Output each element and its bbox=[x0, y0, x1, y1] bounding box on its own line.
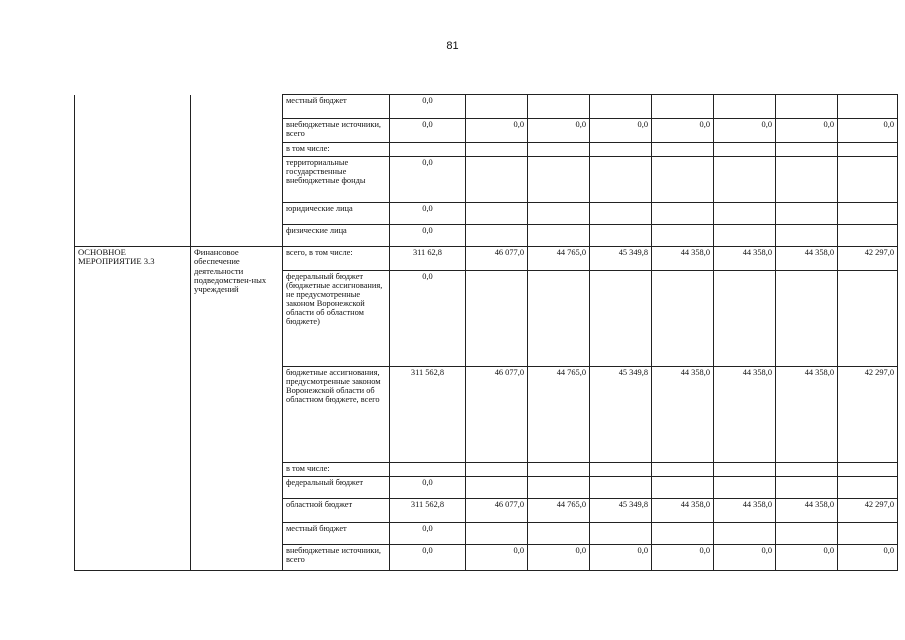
value-cell: 45 349,8 bbox=[590, 247, 652, 271]
value-cell bbox=[714, 477, 776, 499]
value-cell: 0,0 bbox=[528, 545, 590, 571]
value-cell bbox=[714, 203, 776, 225]
value-cell bbox=[838, 95, 898, 119]
value-cell bbox=[466, 271, 528, 367]
value-cell: 44 358,0 bbox=[652, 247, 714, 271]
value-cell bbox=[776, 203, 838, 225]
value-cell: 46 077,0 bbox=[466, 499, 528, 523]
value-cell: 42 297,0 bbox=[838, 367, 898, 463]
value-cell: 0,0 bbox=[590, 119, 652, 143]
value-cell bbox=[714, 143, 776, 157]
value-cell bbox=[838, 271, 898, 367]
row-label: местный бюджет bbox=[283, 95, 390, 119]
row-label: в том числе: bbox=[283, 143, 390, 157]
value-cell bbox=[390, 463, 466, 477]
value-cell bbox=[714, 225, 776, 247]
value-cell: 0,0 bbox=[466, 545, 528, 571]
value-cell: 44 358,0 bbox=[714, 499, 776, 523]
value-cell bbox=[714, 271, 776, 367]
value-cell bbox=[652, 157, 714, 203]
table-row bbox=[75, 247, 898, 271]
row-label: федеральный бюджет (бюджетные ассигнования, не предусмотренные законом Воронежской области об областном бюджете) bbox=[283, 271, 390, 367]
row-label: местный бюджет bbox=[283, 523, 390, 545]
value-cell bbox=[652, 225, 714, 247]
value-cell bbox=[652, 463, 714, 477]
value-cell: 45 349,8 bbox=[590, 499, 652, 523]
value-cell: 0,0 bbox=[390, 271, 466, 367]
value-cell: 0,0 bbox=[714, 119, 776, 143]
value-cell: 0,0 bbox=[528, 119, 590, 143]
value-cell: 44 765,0 bbox=[528, 367, 590, 463]
value-cell bbox=[714, 523, 776, 545]
value-cell bbox=[776, 463, 838, 477]
value-cell bbox=[528, 523, 590, 545]
value-cell: 44 358,0 bbox=[652, 367, 714, 463]
value-cell bbox=[528, 157, 590, 203]
value-cell: 0,0 bbox=[714, 545, 776, 571]
value-cell bbox=[652, 271, 714, 367]
value-cell: 0,0 bbox=[390, 225, 466, 247]
empty-cell bbox=[191, 143, 283, 157]
value-cell bbox=[466, 477, 528, 499]
value-cell bbox=[776, 477, 838, 499]
value-cell bbox=[590, 477, 652, 499]
table-row bbox=[75, 95, 898, 119]
value-cell bbox=[528, 95, 590, 119]
value-cell bbox=[466, 463, 528, 477]
value-cell: 0,0 bbox=[838, 119, 898, 143]
value-cell bbox=[466, 95, 528, 119]
empty-cell bbox=[191, 95, 283, 119]
value-cell bbox=[652, 203, 714, 225]
value-cell bbox=[776, 143, 838, 157]
row-label: территориальные государственные внебюджетные фонды bbox=[283, 157, 390, 203]
empty-cell bbox=[191, 203, 283, 225]
empty-cell bbox=[75, 95, 191, 119]
value-cell: 0,0 bbox=[590, 545, 652, 571]
value-cell: 0,0 bbox=[390, 545, 466, 571]
value-cell bbox=[838, 143, 898, 157]
value-cell bbox=[590, 157, 652, 203]
row-label: областной бюджет bbox=[283, 499, 390, 523]
value-cell bbox=[652, 95, 714, 119]
value-cell bbox=[714, 463, 776, 477]
value-cell: 44 765,0 bbox=[528, 247, 590, 271]
value-cell bbox=[466, 203, 528, 225]
value-cell bbox=[590, 143, 652, 157]
value-cell: 0,0 bbox=[390, 523, 466, 545]
value-cell bbox=[838, 477, 898, 499]
value-cell bbox=[776, 271, 838, 367]
value-cell bbox=[528, 225, 590, 247]
empty-cell bbox=[191, 225, 283, 247]
value-cell: 0,0 bbox=[390, 203, 466, 225]
table-row bbox=[75, 225, 898, 247]
value-cell: 42 297,0 bbox=[838, 247, 898, 271]
row-label: юридические лица bbox=[283, 203, 390, 225]
row-label: внебюджетные источники, всего bbox=[283, 545, 390, 571]
value-cell: 44 358,0 bbox=[776, 499, 838, 523]
value-cell bbox=[528, 271, 590, 367]
value-cell: 0,0 bbox=[390, 477, 466, 499]
value-cell: 311 562,8 bbox=[390, 367, 466, 463]
value-cell bbox=[528, 477, 590, 499]
value-cell: 0,0 bbox=[776, 545, 838, 571]
value-cell: 0,0 bbox=[390, 119, 466, 143]
value-cell: 0,0 bbox=[652, 545, 714, 571]
activity-code: ОСНОВНОЕ МЕРОПРИЯТИЕ 3.3 bbox=[75, 247, 191, 571]
empty-cell bbox=[191, 119, 283, 143]
value-cell bbox=[838, 225, 898, 247]
value-cell: 311 562,8 bbox=[390, 499, 466, 523]
row-label: бюджетные ассигнования, предусмотренные законом Воронежской области об областном бюджете, всего bbox=[283, 367, 390, 463]
value-cell bbox=[776, 157, 838, 203]
value-cell bbox=[652, 477, 714, 499]
value-cell bbox=[590, 203, 652, 225]
value-cell: 0,0 bbox=[390, 95, 466, 119]
value-cell bbox=[466, 143, 528, 157]
value-cell bbox=[528, 203, 590, 225]
row-label: внебюджетные источники, всего bbox=[283, 119, 390, 143]
value-cell: 0,0 bbox=[466, 119, 528, 143]
value-cell bbox=[838, 463, 898, 477]
value-cell: 0,0 bbox=[390, 157, 466, 203]
table-row bbox=[75, 119, 898, 143]
page-number: 81 bbox=[446, 40, 459, 52]
value-cell: 0,0 bbox=[838, 545, 898, 571]
value-cell bbox=[528, 463, 590, 477]
table-row bbox=[75, 203, 898, 225]
value-cell bbox=[838, 157, 898, 203]
value-cell: 46 077,0 bbox=[466, 367, 528, 463]
value-cell bbox=[776, 523, 838, 545]
value-cell: 45 349,8 bbox=[590, 367, 652, 463]
activity-name: Финансовое обеспечение деятельности подведомствен-ных учреждений bbox=[191, 247, 283, 571]
empty-cell bbox=[191, 157, 283, 203]
row-label: физические лица bbox=[283, 225, 390, 247]
value-cell: 311 62,8 bbox=[390, 247, 466, 271]
value-cell bbox=[776, 95, 838, 119]
value-cell: 44 358,0 bbox=[776, 367, 838, 463]
row-label: федеральный бюджет bbox=[283, 477, 390, 499]
value-cell bbox=[776, 225, 838, 247]
value-cell: 46 077,0 bbox=[466, 247, 528, 271]
value-cell bbox=[466, 225, 528, 247]
value-cell: 44 358,0 bbox=[714, 247, 776, 271]
value-cell: 44 358,0 bbox=[776, 247, 838, 271]
value-cell bbox=[714, 95, 776, 119]
value-cell bbox=[652, 523, 714, 545]
value-cell: 0,0 bbox=[776, 119, 838, 143]
value-cell bbox=[590, 225, 652, 247]
value-cell bbox=[590, 95, 652, 119]
value-cell bbox=[466, 157, 528, 203]
empty-cell bbox=[75, 157, 191, 203]
value-cell bbox=[714, 157, 776, 203]
row-label: всего, в том числе: bbox=[283, 247, 390, 271]
value-cell bbox=[528, 143, 590, 157]
table-row bbox=[75, 143, 898, 157]
value-cell bbox=[652, 143, 714, 157]
value-cell bbox=[590, 271, 652, 367]
empty-cell bbox=[75, 143, 191, 157]
funding-table bbox=[74, 94, 898, 571]
value-cell: 44 765,0 bbox=[528, 499, 590, 523]
value-cell bbox=[590, 523, 652, 545]
value-cell bbox=[466, 523, 528, 545]
value-cell bbox=[838, 523, 898, 545]
value-cell bbox=[838, 203, 898, 225]
empty-cell bbox=[75, 203, 191, 225]
empty-cell bbox=[75, 119, 191, 143]
row-label: в том числе: bbox=[283, 463, 390, 477]
table-row bbox=[75, 157, 898, 203]
value-cell bbox=[390, 143, 466, 157]
value-cell: 0,0 bbox=[652, 119, 714, 143]
empty-cell bbox=[75, 225, 191, 247]
value-cell bbox=[590, 463, 652, 477]
value-cell: 42 297,0 bbox=[838, 499, 898, 523]
value-cell: 44 358,0 bbox=[714, 367, 776, 463]
value-cell: 44 358,0 bbox=[652, 499, 714, 523]
